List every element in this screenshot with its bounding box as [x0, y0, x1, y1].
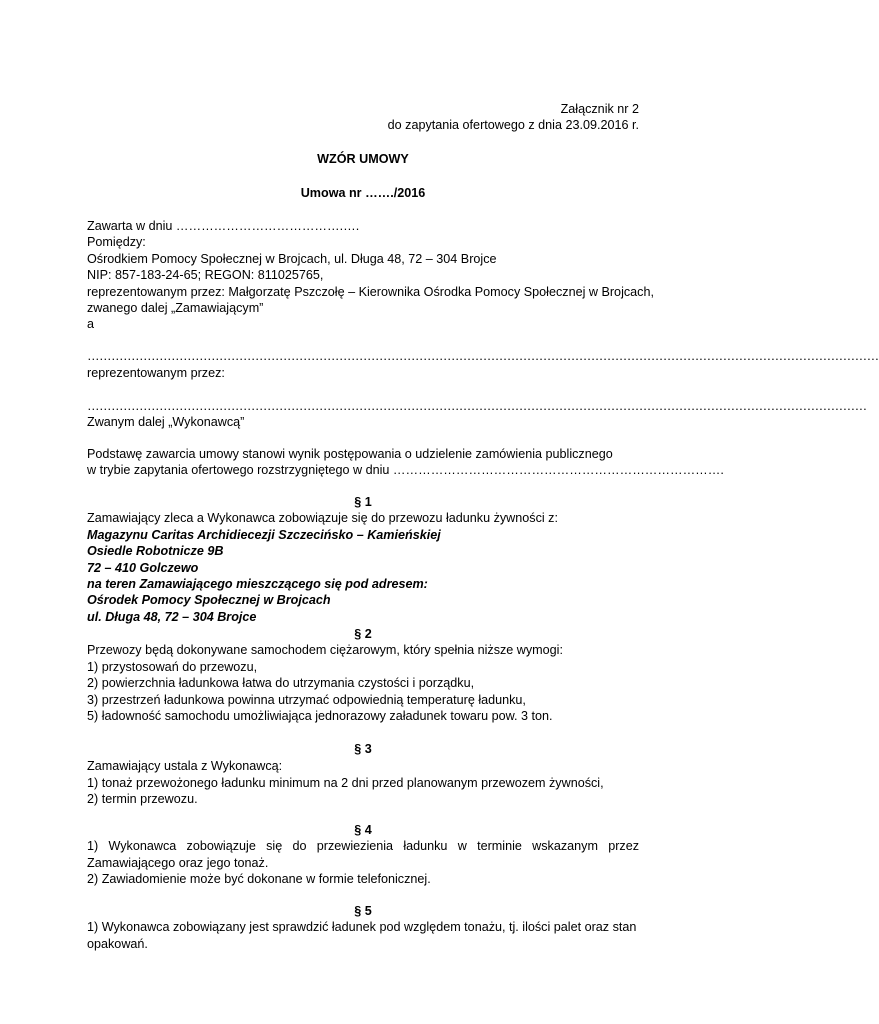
contractor-alias: Zwanym dalej „Wykonawcą”	[87, 415, 245, 429]
section-4-heading: § 4	[354, 823, 372, 837]
section-1-intro: Zamawiający zleca a Wykonawca zobowiązuje się do przewozu ładunku żywności z:	[87, 511, 558, 526]
section-2	[87, 626, 639, 724]
section-4	[87, 822, 639, 888]
section-3-intro: Zamawiający ustala z Wykonawcą:	[87, 759, 283, 774]
contractor-representative-label: reprezentowanym przez:	[87, 366, 225, 380]
section-4-item-1-line-2: Zamawiającego oraz jego tonaż.	[87, 855, 269, 870]
section-2-intro: Przewozy będą dokonywane samochodem ciężarowym, który spełnia niższe wymogi:	[87, 643, 563, 658]
section-3	[87, 741, 639, 808]
list-item: 5) ładowność samochodu umożliwiająca jednorazowy załadunek towaru pow. 3 ton.	[87, 708, 553, 723]
orderer-alias: zwanego dalej „Zamawiającym”	[87, 300, 264, 315]
section-4-item-2: 2) Zawiadomienie może być dokonane w formie telefonicznej.	[87, 872, 431, 887]
document-title: WZÓR UMOWY	[317, 152, 409, 166]
contractor-name-dots: ………………………………………………………………………………………………………………………………………………………………………………	[87, 349, 879, 363]
section-1	[87, 494, 639, 625]
and-conjunction: a	[87, 317, 95, 332]
list-item: 1) tonaż przewożonego ładunku minimum na 2 dni przed planowanym przewozem żywności,	[87, 775, 604, 790]
contractor-representative-dots: ……………………………………………………………………………………………………………………………………………………………………………	[87, 399, 867, 413]
list-item: 3) przestrzeń ładunkowa powinna utrzymać odpowiednią temperaturę ładunku,	[87, 692, 526, 707]
list-item: 1) przystosowań do przewozu,	[87, 659, 258, 674]
attachment-label: Załącznik nr 2	[560, 102, 639, 116]
section-3-heading: § 3	[354, 742, 372, 756]
attachment-header	[87, 101, 639, 134]
parties-block	[87, 218, 654, 333]
section-2-heading: § 2	[354, 627, 372, 641]
section-5-heading: § 5	[354, 904, 372, 918]
section-5-item-1-line-2: opakowań.	[87, 936, 148, 951]
orderer-representative: reprezentowanym przez: Małgorzatę Pszczołę – Kierownika Ośrodka Pomocy Społecznej w Brojcach,	[87, 284, 654, 299]
section-1-heading: § 1	[354, 495, 372, 509]
basis-paragraph	[87, 446, 724, 479]
basis-line-2: w trybie zapytania ofertowego rozstrzygniętego w dniu …………………………………………………………………….	[87, 463, 724, 478]
attachment-reference: do zapytania ofertowego z dnia 23.09.2016 r.	[387, 118, 639, 133]
pickup-city: 72 – 410 Golczewo	[87, 560, 199, 575]
section-4-item-1-line-1: 1) Wykonawca zobowiązuje się do przewiezienia ładunku w terminie wskazanym przez	[87, 839, 639, 854]
basis-line-1: Podstawę zawarcia umowy stanowi wynik postępowania o udzielenie zamówienia publicznego	[87, 447, 613, 461]
between-label: Pomiędzy:	[87, 235, 146, 250]
pickup-street: Osiedle Robotnicze 9B	[87, 544, 224, 559]
delivery-street: ul. Długa 48, 72 – 304 Brojce	[87, 609, 257, 624]
delivery-intro: na teren Zamawiającego mieszczącego się pod adresem:	[87, 576, 428, 591]
list-item: 2) termin przewozu.	[87, 792, 198, 807]
orderer-ids: NIP: 857-183-24-65; REGON: 811025765,	[87, 268, 324, 283]
delivery-place: Ośrodek Pomocy Społecznej w Brojcach	[87, 593, 331, 608]
section-5	[87, 903, 639, 952]
agreement-number: Umowa nr ……./2016	[300, 186, 426, 200]
list-item: 2) powierzchnia ładunkowa łatwa do utrzymania czystości i porządku,	[87, 676, 475, 691]
pickup-place: Magazynu Caritas Archidiecezji Szczecińsko – Kamieńskiej	[87, 527, 441, 542]
orderer-name: Ośrodkiem Pomocy Społecznej w Brojcach, ul. Długa 48, 72 – 304 Brojce	[87, 251, 497, 266]
concluded-date: Zawarta w dniu ………………………………….….	[87, 219, 360, 233]
section-5-item-1-line-1: 1) Wykonawca zobowiązany jest sprawdzić ładunek pod względem tonażu, tj. ilości palet oraz stan	[87, 920, 637, 935]
